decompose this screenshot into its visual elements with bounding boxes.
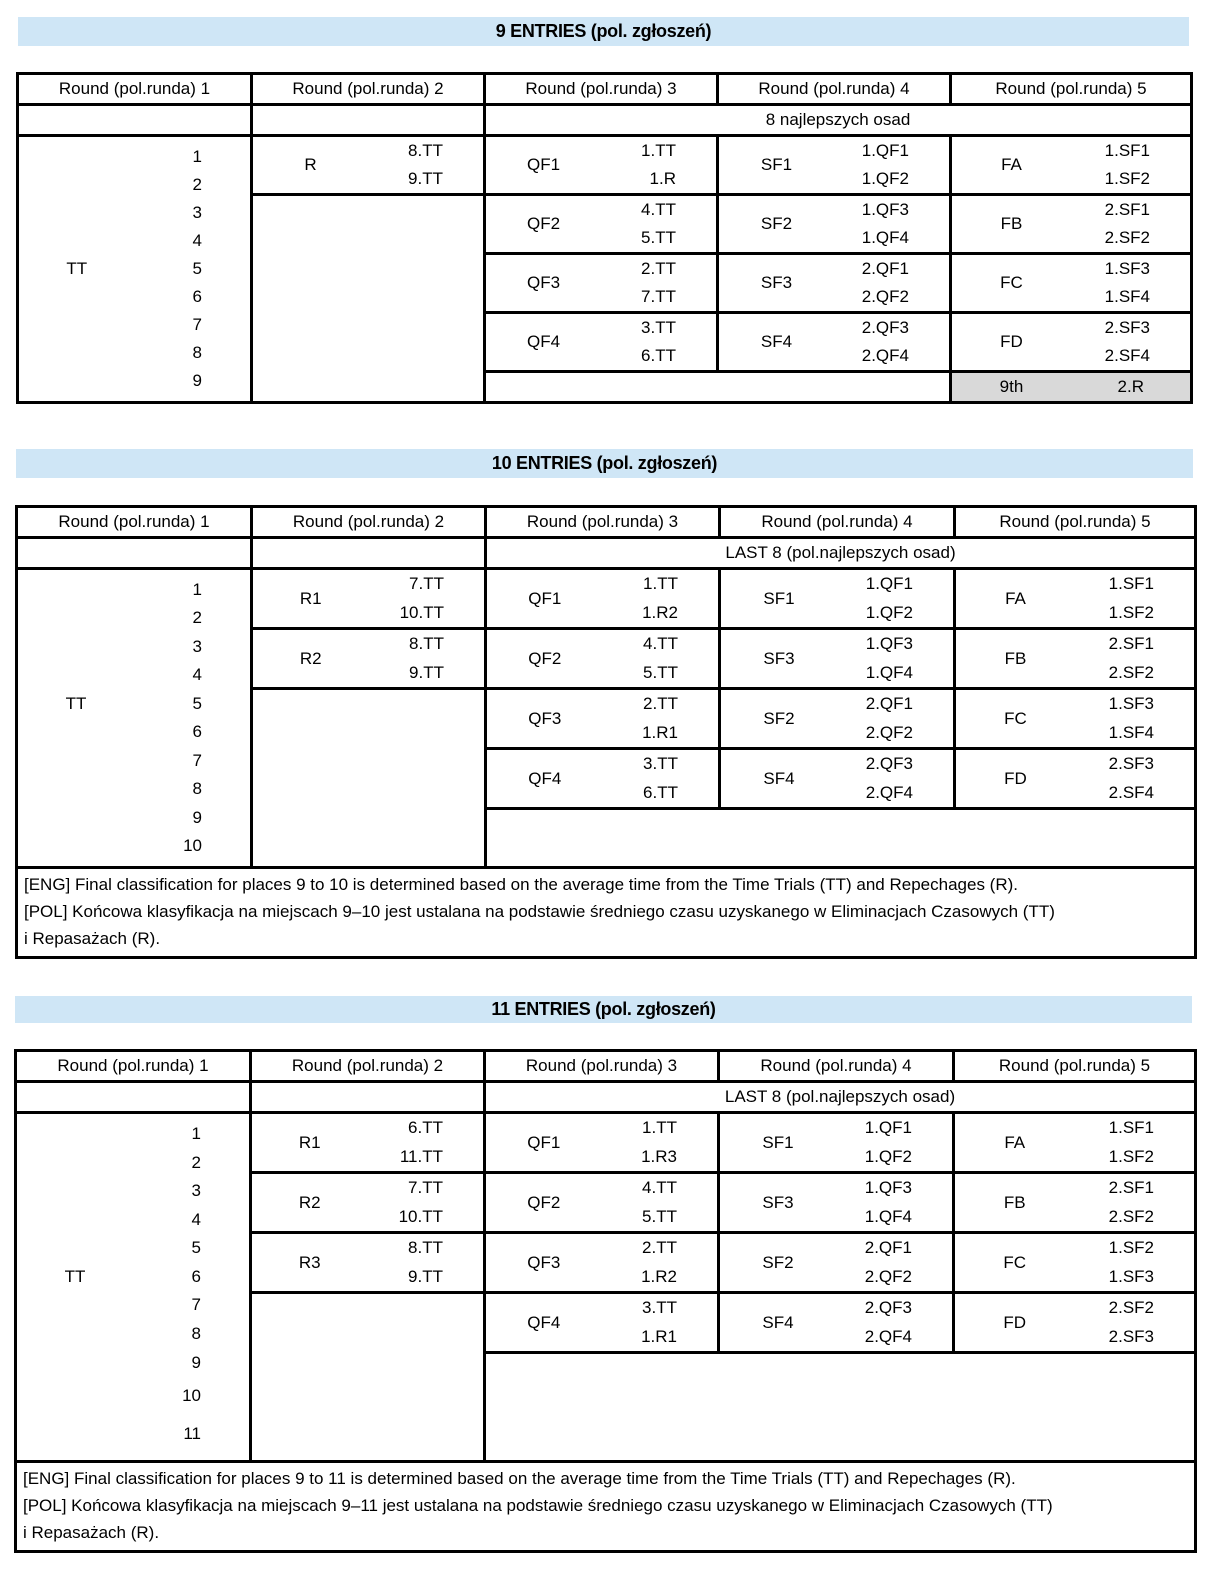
race-name: FA: [1001, 155, 1022, 174]
place-number: 9: [191, 1353, 201, 1372]
race-entry: 1.QF1: [865, 574, 913, 593]
race-name: SF1: [762, 1132, 794, 1152]
race-entry: 1.TT: [641, 141, 676, 160]
race-entry: 1.R2: [642, 602, 678, 622]
race-name: QF1: [526, 155, 561, 174]
race-entry: 1.R3: [641, 1146, 677, 1166]
round-header-5: Round (pol.runda) 5: [954, 1051, 1196, 1082]
empty-cell: [485, 1353, 1196, 1462]
race-entry: 1.QF2: [861, 169, 909, 188]
note-eng: [ENG] Final classification for places 9 to 10 is determined based on the average time from the Time Trials (TT) and Repechages (R).: [24, 875, 1018, 894]
place-number: 10: [182, 1386, 201, 1405]
race-entry: 6.TT: [641, 346, 676, 365]
race-entry: 2.SF3: [1108, 1326, 1154, 1346]
race-fc: [951, 254, 1192, 313]
place-number: 7: [191, 1295, 201, 1315]
race-entry: 2.QF4: [864, 1326, 912, 1346]
round-header-4: Round (pol.runda) 4: [718, 74, 951, 105]
race-sf4: [719, 1293, 954, 1353]
race-entry: 6.TT: [408, 1118, 443, 1137]
empty-region: [252, 195, 485, 403]
race-name: R3: [298, 1252, 321, 1272]
race-qf2: [485, 195, 718, 254]
note-pol-cont: i Repasażach (R).: [23, 1523, 160, 1542]
race-qf2: [485, 1173, 719, 1233]
empty-cell: [251, 1082, 485, 1113]
race-entry: 1.SF2: [1104, 169, 1150, 188]
round-header-3: Round (pol.runda) 3: [486, 507, 720, 538]
race-qf4: [485, 313, 718, 372]
race-entry: 2.SF2: [1104, 228, 1150, 247]
race-entry: 10.TT: [398, 1206, 443, 1226]
empty-region: [252, 689, 486, 868]
empty-cell: [16, 1082, 251, 1113]
race-entry: 7.TT: [641, 287, 676, 306]
place-number: 1: [192, 579, 202, 599]
section-title-9-entries: 9 ENTRIES (pol. zgłoszeń): [18, 17, 1189, 46]
round-header-2: Round (pol.runda) 2: [252, 74, 485, 105]
place-number: 11: [183, 1424, 201, 1443]
time-trial-cell: [16, 1113, 251, 1462]
place-number: 3: [192, 636, 202, 656]
note-eng: [ENG] Final classification for places 9 to 11 is determined based on the average time from the Time Trials (TT) and Repechages (R).: [23, 1469, 1016, 1488]
time-trial-cell: [18, 136, 252, 403]
round-header-1: Round (pol.runda) 1: [16, 1051, 251, 1082]
race-entry: 7.TT: [409, 574, 444, 593]
race-name: R1: [298, 1132, 321, 1152]
place-number: 10: [183, 836, 202, 856]
race-entry: 6.TT: [643, 782, 678, 802]
place-number: 5: [191, 1238, 201, 1258]
race-entry: 1.QF3: [865, 634, 913, 653]
race-sf2: [719, 1233, 954, 1293]
round-header-4: Round (pol.runda) 4: [720, 507, 955, 538]
race-entry: 2.R: [1117, 377, 1144, 396]
race-name: QF2: [527, 1192, 561, 1212]
race-r3: [251, 1233, 485, 1293]
place-number: 1: [192, 147, 202, 166]
race-entry: 1.R2: [641, 1266, 677, 1286]
ninth-place-row: [951, 372, 1192, 403]
empty-cell: [252, 105, 485, 136]
race-entry: 2.QF3: [861, 318, 909, 337]
race-entry: 1.QF2: [864, 1146, 912, 1166]
classification-note: [17, 868, 1196, 958]
place-number: 5: [192, 693, 202, 713]
race-qf1: [485, 136, 718, 195]
section-title-10-entries: 10 ENTRIES (pol. zgłoszeń): [16, 449, 1193, 478]
race-name: R2: [298, 1192, 321, 1212]
race-name: SF3: [760, 273, 793, 292]
race-name: FD: [1003, 1312, 1027, 1332]
race-fc: [954, 1233, 1196, 1293]
place-number: 6: [191, 1266, 201, 1286]
race-entry: 1.SF4: [1104, 287, 1150, 306]
race-name: FD: [1004, 768, 1027, 788]
race-entry: 2.SF2: [1108, 1206, 1154, 1226]
race-entry: 3.TT: [642, 1298, 677, 1317]
subheader: 8 najlepszych osad: [485, 105, 1192, 136]
bracket-table-11-entries: [14, 1049, 1197, 1553]
race-fd: [951, 313, 1192, 372]
race-entry: 1.QF1: [864, 1118, 912, 1137]
race-sf4: [720, 749, 955, 809]
race-entry: 2.SF4: [1108, 782, 1154, 802]
tt-label: TT: [65, 694, 87, 713]
race-fb: [951, 195, 1192, 254]
race-fb: [954, 1173, 1196, 1233]
round-header-5: Round (pol.runda) 5: [951, 74, 1192, 105]
race-entry: 1.R: [649, 169, 676, 188]
place-number: 6: [192, 287, 202, 306]
race-name: FC: [1003, 1252, 1027, 1272]
race-entry: 9.TT: [409, 662, 444, 682]
race-entry: 2.QF4: [861, 346, 909, 365]
race-entry: 2.TT: [643, 694, 678, 713]
empty-cell: [17, 538, 252, 569]
race-fd: [955, 749, 1196, 809]
tt-label: TT: [64, 1267, 86, 1286]
race-entry: 1.SF2: [1108, 1238, 1154, 1257]
race-name: QF3: [528, 708, 562, 728]
race-entry: 7.TT: [408, 1178, 443, 1197]
race-fa: [951, 136, 1192, 195]
race-name: SF2: [763, 708, 795, 728]
race-name: R: [304, 155, 317, 174]
race-sf1: [718, 136, 951, 195]
place-number: 8: [191, 1323, 201, 1343]
round-header-2: Round (pol.runda) 2: [251, 1051, 485, 1082]
place-number: 2: [192, 608, 202, 628]
race-name: FB: [1003, 1192, 1026, 1212]
place-number: 7: [192, 750, 202, 770]
empty-cell: [486, 809, 1196, 868]
place-number: 9: [192, 807, 202, 827]
race-qf3: [485, 254, 718, 313]
subheader: LAST 8 (pol.najlepszych osad): [486, 538, 1196, 569]
race-entry: 1.QF4: [861, 228, 909, 247]
race-entry: 8.TT: [408, 1238, 443, 1257]
place-number: 3: [192, 203, 202, 222]
race-entry: 1.SF3: [1108, 694, 1154, 713]
place-number: 5: [192, 259, 202, 278]
race-sf1: [720, 569, 955, 629]
race-entry: 2.SF1: [1108, 634, 1154, 653]
race-name: FA: [1005, 588, 1026, 608]
race-entry: 3.TT: [641, 318, 676, 337]
race-fd: [954, 1293, 1196, 1353]
race-name: SF3: [762, 1192, 794, 1212]
race-entry: 1.SF1: [1104, 141, 1150, 160]
place-number: 2: [192, 175, 202, 194]
race-r2: [252, 629, 486, 689]
race-name: FD: [1000, 332, 1023, 351]
race-name: QF3: [526, 273, 561, 292]
race-name: QF4: [526, 332, 561, 351]
race-name: R2: [299, 648, 322, 668]
race-entry: 8.TT: [408, 141, 443, 160]
race-name: QF2: [526, 214, 561, 233]
race-entry: 1.SF1: [1108, 574, 1154, 593]
race-name: QF4: [528, 768, 562, 788]
race-name: QF2: [528, 648, 562, 668]
race-fb: [955, 629, 1196, 689]
race-qf3: [486, 689, 720, 749]
race-sf1: [719, 1113, 954, 1173]
race-entry: 2.SF3: [1108, 754, 1154, 773]
race-entry: 2.TT: [642, 1238, 677, 1257]
race-entry: 2.SF4: [1104, 346, 1150, 365]
race-entry: 9.TT: [408, 1266, 443, 1286]
race-sf3: [719, 1173, 954, 1233]
race-sf4: [718, 313, 951, 372]
race-entry: 1.SF2: [1108, 1146, 1154, 1166]
place-number: 4: [191, 1209, 201, 1229]
race-entry: 1.QF3: [861, 200, 909, 219]
race-name: FB: [1000, 214, 1023, 233]
place-number: 8: [192, 779, 202, 799]
race-sf2: [718, 195, 951, 254]
tt-label: TT: [66, 259, 88, 278]
race-name: SF3: [763, 648, 795, 668]
race-fa: [954, 1113, 1196, 1173]
race-entry: 5.TT: [641, 228, 676, 247]
race-name: SF1: [760, 155, 793, 174]
race-name: FA: [1004, 1132, 1026, 1152]
race-entry: 2.QF2: [861, 287, 909, 306]
race-qf3: [485, 1233, 719, 1293]
race-name: FB: [1004, 648, 1027, 668]
race-name: R1: [299, 588, 322, 608]
round-header-4: Round (pol.runda) 4: [719, 1051, 954, 1082]
race-entry: 1.TT: [643, 574, 678, 593]
classification-note: [16, 1462, 1196, 1552]
race-name: QF4: [527, 1312, 561, 1332]
race-name: QF1: [527, 1132, 561, 1152]
race-entry: 1.SF3: [1104, 259, 1150, 278]
place-number: 3: [191, 1181, 201, 1201]
race-entry: 1.SF4: [1108, 722, 1154, 742]
race-name: QF3: [527, 1252, 561, 1272]
place-number: 4: [192, 231, 202, 250]
race-name: SF2: [760, 214, 793, 233]
race-entry: 2.TT: [641, 259, 676, 278]
time-trial-cell: [17, 569, 252, 868]
round-header-3: Round (pol.runda) 3: [485, 74, 718, 105]
empty-cell: [485, 372, 951, 403]
race-entry: 2.SF2: [1108, 1298, 1154, 1317]
section-title-11-entries: 11 ENTRIES (pol. zgłoszeń): [15, 996, 1192, 1023]
race-name: SF2: [762, 1252, 794, 1272]
empty-region: [251, 1293, 485, 1462]
race-name: SF1: [763, 588, 795, 608]
race-entry: 1.QF1: [861, 141, 909, 160]
race-name: QF1: [528, 588, 562, 608]
place-number: 4: [192, 665, 202, 685]
race-r: [252, 136, 485, 195]
race-r2: [251, 1173, 485, 1233]
race-qf4: [485, 1293, 719, 1353]
note-pol: [POL] Końcowa klasyfikacja na miejscach 9–11 jest ustalana na podstawie średniego czasu uzyskanego w Eliminacjach Czasowych (TT): [23, 1496, 1053, 1515]
race-entry: 1.QF3: [864, 1178, 912, 1197]
race-name: SF4: [760, 332, 793, 351]
race-entry: 1.QF4: [864, 1206, 912, 1226]
race-entry: 3.TT: [643, 754, 678, 773]
empty-cell: [252, 538, 486, 569]
subheader: LAST 8 (pol.najlepszych osad): [485, 1082, 1196, 1113]
place-number: 8: [192, 343, 202, 362]
round-header-3: Round (pol.runda) 3: [485, 1051, 719, 1082]
race-name: FC: [1004, 708, 1027, 728]
race-entry: 4.TT: [642, 1178, 677, 1197]
race-entry: 2.SF1: [1108, 1178, 1154, 1197]
place-number: 1: [191, 1124, 201, 1144]
race-entry: 1.TT: [642, 1118, 677, 1137]
empty-cell: [18, 105, 252, 136]
place-number: 2: [191, 1152, 201, 1172]
race-entry: 2.QF1: [865, 694, 913, 713]
race-entry: 8.TT: [409, 634, 444, 653]
race-r1: [252, 569, 486, 629]
race-entry: 1.R1: [641, 1326, 677, 1346]
race-name: 9th: [999, 377, 1024, 396]
race-entry: 10.TT: [399, 602, 444, 622]
race-entry: 2.QF1: [864, 1238, 912, 1257]
round-header-1: Round (pol.runda) 1: [18, 74, 252, 105]
race-name: SF4: [762, 1312, 794, 1332]
race-fc: [955, 689, 1196, 749]
place-number: 9: [192, 371, 202, 390]
bracket-table-9-entries: [16, 72, 1193, 404]
round-header-2: Round (pol.runda) 2: [252, 507, 486, 538]
race-qf2: [486, 629, 720, 689]
race-name: FC: [1000, 273, 1023, 292]
race-entry: 5.TT: [643, 662, 678, 682]
bracket-table-10-entries: [15, 505, 1197, 959]
race-entry: 4.TT: [643, 634, 678, 653]
race-entry: 1.SF1: [1108, 1118, 1154, 1137]
race-entry: 2.SF3: [1104, 318, 1150, 337]
race-entry: 2.SF1: [1104, 200, 1150, 219]
race-entry: 9.TT: [408, 169, 443, 188]
note-pol: [POL] Końcowa klasyfikacja na miejscach 9–10 jest ustalana na podstawie średniego czasu uzyskanego w Eliminacjach Czasowych (TT): [24, 902, 1055, 921]
race-entry: 2.QF1: [861, 259, 909, 278]
race-sf3: [718, 254, 951, 313]
race-entry: 2.QF4: [865, 782, 913, 802]
race-entry: 2.SF2: [1108, 662, 1154, 682]
race-entry: 1.R1: [642, 722, 678, 742]
race-r1: [251, 1113, 485, 1173]
race-entry: 1.SF2: [1108, 602, 1154, 622]
race-entry: 1.SF3: [1108, 1266, 1154, 1286]
race-qf4: [486, 749, 720, 809]
race-entry: 1.QF2: [865, 602, 913, 622]
race-qf1: [486, 569, 720, 629]
place-number: 6: [192, 722, 202, 742]
race-entry: 11.TT: [399, 1146, 443, 1166]
race-sf2: [720, 689, 955, 749]
race-entry: 1.QF4: [865, 662, 913, 682]
race-entry: 2.QF3: [864, 1298, 912, 1317]
note-pol-cont: i Repasażach (R).: [24, 929, 161, 948]
race-entry: 5.TT: [642, 1206, 677, 1226]
race-entry: 2.QF2: [864, 1266, 912, 1286]
race-name: SF4: [763, 768, 795, 788]
race-entry: 4.TT: [641, 200, 676, 219]
race-entry: 2.QF3: [865, 754, 913, 773]
race-sf3: [720, 629, 955, 689]
race-entry: 2.QF2: [865, 722, 913, 742]
race-qf1: [485, 1113, 719, 1173]
place-number: 7: [192, 315, 202, 334]
round-header-5: Round (pol.runda) 5: [955, 507, 1196, 538]
round-header-1: Round (pol.runda) 1: [17, 507, 252, 538]
race-fa: [955, 569, 1196, 629]
